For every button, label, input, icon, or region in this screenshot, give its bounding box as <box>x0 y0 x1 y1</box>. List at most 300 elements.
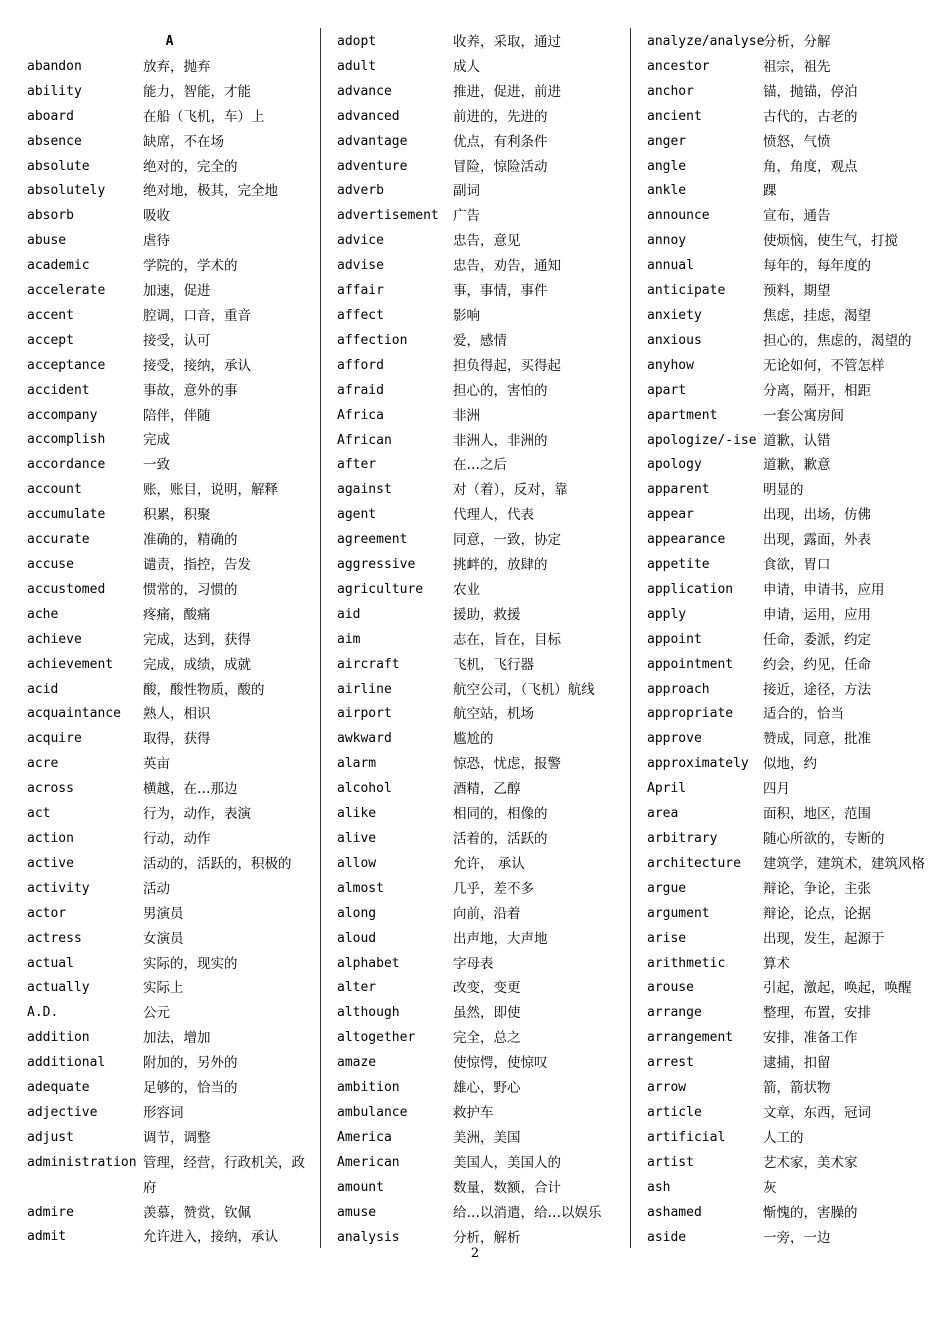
vocab-entry <box>337 1051 637 1076</box>
vocab-definition: 引起，激起，唤起，唤醒 <box>763 980 912 997</box>
vocab-word: achieve <box>27 631 82 647</box>
vocab-word: adverb <box>337 183 384 199</box>
vocab-definition: 雄心，野心 <box>453 1080 521 1097</box>
vocab-word: account <box>27 482 82 498</box>
vocab-word: appear <box>647 507 694 523</box>
vocab-entry <box>27 1076 327 1101</box>
vocab-definition: 相同的，相像的 <box>453 806 548 823</box>
vocab-definition: 加速，促进 <box>143 283 211 300</box>
vocab-entry <box>27 1151 327 1201</box>
vocab-entry <box>337 204 637 229</box>
vocab-entry <box>27 478 327 503</box>
vocab-entry <box>27 304 327 329</box>
vocab-definition: 分离，隔开，相距 <box>763 382 871 399</box>
vocab-definition: 完成，成绩，成就 <box>143 656 251 673</box>
vocab-entry <box>337 279 637 304</box>
vocab-word: apartment <box>647 407 718 423</box>
vocab-entry <box>647 553 947 578</box>
vocab-definition: 食欲，胃口 <box>763 557 831 574</box>
vocab-word: apart <box>647 382 687 398</box>
vocab-entry <box>647 952 947 977</box>
vocab-entry <box>337 1001 637 1026</box>
vocab-definition: 形容词 <box>143 1104 184 1121</box>
vocab-entry <box>337 354 637 379</box>
vocab-entry <box>27 578 327 603</box>
vocab-entry <box>27 229 327 254</box>
vocab-word: accelerate <box>27 283 106 299</box>
vocab-definition: 锚，抛锚，停泊 <box>763 83 858 100</box>
vocab-word: academic <box>27 258 90 274</box>
vocab-word: altogether <box>337 1030 416 1046</box>
vocab-definition: 活着的，活跃的 <box>453 831 548 847</box>
vocab-definition: 成人 <box>453 58 480 75</box>
vocab-word: accuse <box>27 557 74 573</box>
vocab-entry <box>647 1151 947 1176</box>
vocab-definition: 每年的，每年度的 <box>763 258 871 275</box>
vocab-definition: 惊恐，忧虑，报警 <box>453 756 561 773</box>
vocab-definition: 英亩 <box>143 756 170 773</box>
vocab-word: artist <box>647 1154 694 1170</box>
vocab-entry <box>647 254 947 279</box>
vocab-entry <box>647 354 947 379</box>
vocab-entry <box>27 952 327 977</box>
vocab-word: alarm <box>337 756 377 772</box>
vocab-column-1 <box>27 30 327 1250</box>
vocab-definition: 附加的，另外的 <box>143 1055 238 1072</box>
vocab-entry <box>337 329 637 354</box>
vocab-word: America <box>337 1129 392 1145</box>
vocab-entry <box>27 927 327 952</box>
vocab-word: afford <box>337 357 384 373</box>
vocab-definition: 出现，出场，仿佛 <box>763 507 871 524</box>
vocab-definition: 实际的，现实的 <box>143 955 238 972</box>
vocab-entry <box>337 404 637 429</box>
vocab-entry <box>337 1126 637 1151</box>
vocab-definition: 道歉，歉意 <box>763 457 831 474</box>
vocab-entry <box>337 379 637 404</box>
vocab-entry <box>337 55 637 80</box>
vocab-definition: 横越，在…那边 <box>143 781 238 798</box>
vocab-word: ache <box>27 606 59 622</box>
vocab-entry <box>647 1001 947 1026</box>
vocab-definition: 积累，积聚 <box>143 507 211 524</box>
vocab-definition: 古代的，古老的 <box>763 108 858 125</box>
vocab-definition: 放弃，抛弃 <box>143 58 211 75</box>
vocab-definition: 给…以消遣，给…以娱乐 <box>453 1204 602 1221</box>
vocab-word: aloud <box>337 930 377 946</box>
vocab-definition: 一致 <box>143 457 170 474</box>
vocab-word: American <box>337 1154 400 1170</box>
vocab-definition: 担负得起，买得起 <box>453 357 561 374</box>
vocab-word: action <box>27 830 74 846</box>
vocab-definition: 虽然，即使 <box>453 1005 521 1022</box>
vocab-word: African <box>337 432 392 448</box>
vocab-entry <box>27 653 327 678</box>
vocab-word: ambulance <box>337 1104 408 1120</box>
vocab-definition: 分析，分解 <box>763 34 831 50</box>
vocab-entry <box>647 528 947 553</box>
vocab-word: annual <box>647 258 694 274</box>
vocab-entry <box>27 1051 327 1076</box>
vocab-word: appetite <box>647 557 710 573</box>
vocab-definition: 惯常的，习惯的 <box>143 581 238 598</box>
vocab-definition: 出现，露面，外表 <box>763 532 871 549</box>
vocab-definition: 接受，认可 <box>143 332 211 349</box>
vocab-entry <box>337 553 637 578</box>
vocab-word: anger <box>647 133 687 149</box>
vocab-definition: 在…之后 <box>453 457 507 474</box>
vocab-definition: 算术 <box>763 955 790 972</box>
vocab-word: actress <box>27 930 82 946</box>
vocab-word: along <box>337 905 377 921</box>
vocab-definition: 几乎，差不多 <box>453 880 534 897</box>
vocab-entry <box>27 204 327 229</box>
vocab-entry <box>27 702 327 727</box>
vocab-definition: 忠告，劝告，通知 <box>453 258 561 275</box>
vocab-definition: 允许， 承认 <box>453 855 525 872</box>
vocab-word: alcohol <box>337 781 392 797</box>
vocab-word: anxious <box>647 332 702 348</box>
vocab-entry <box>27 130 327 155</box>
vocab-entry <box>27 553 327 578</box>
vocab-entry <box>647 404 947 429</box>
page-number: 2 <box>470 1246 480 1261</box>
vocab-definition: 申请，申请书，应用 <box>763 581 885 598</box>
vocab-definition: 允许进入，接纳，承认 <box>143 1229 278 1246</box>
vocab-entry <box>647 30 947 55</box>
vocab-word: adult <box>337 58 377 74</box>
vocab-word: ashamed <box>647 1204 702 1220</box>
vocab-word: airline <box>337 681 392 697</box>
vocab-entry <box>647 379 947 404</box>
vocab-entry <box>27 279 327 304</box>
vocab-definition: 担心的，焦虑的，渴望的 <box>763 332 912 349</box>
vocab-definition: 人工的 <box>763 1129 804 1146</box>
vocab-word: approach <box>647 681 710 697</box>
vocab-word: alter <box>337 980 377 996</box>
vocab-entry <box>647 1126 947 1151</box>
vocab-definition: 志在，旨在，目标 <box>453 631 561 648</box>
vocab-word: arise <box>647 930 687 946</box>
vocab-entry <box>337 130 637 155</box>
vocab-word: adjust <box>27 1129 74 1145</box>
vocab-entry <box>647 702 947 727</box>
vocab-word: adventure <box>337 158 408 174</box>
vocab-word: ash <box>647 1179 671 1195</box>
vocab-word: alphabet <box>337 955 400 971</box>
vocab-definition: 整理，布置，安排 <box>763 1005 871 1022</box>
vocab-word: apparent <box>647 482 710 498</box>
vocab-entry <box>337 902 637 927</box>
vocab-word: administration <box>27 1154 137 1170</box>
vocab-word: after <box>337 457 377 473</box>
vocab-definition: 熟人，相识 <box>143 706 211 723</box>
vocab-entry <box>647 678 947 703</box>
vocab-definition: 绝对地，极其，完全地 <box>143 183 278 200</box>
vocab-entry <box>337 1151 637 1176</box>
vocab-entry <box>27 404 327 429</box>
vocab-definition: 愤怒，气愤 <box>763 133 831 150</box>
vocab-entry <box>647 927 947 952</box>
vocab-definition: 推进，促进，前进 <box>453 83 561 100</box>
vocab-word: affect <box>337 307 384 323</box>
vocab-word: architecture <box>647 855 741 871</box>
vocab-word: accent <box>27 307 74 323</box>
vocab-entry <box>647 1051 947 1076</box>
vocab-definition: 宣布，通告 <box>763 208 831 225</box>
vocab-definition: 数量，数额，合计 <box>453 1179 561 1196</box>
vocab-entry <box>337 927 637 952</box>
vocab-entry <box>337 976 637 1001</box>
vocab-entry <box>337 1026 637 1051</box>
vocab-definition: 腔调，口音，重音 <box>143 307 251 324</box>
vocab-entry <box>27 379 327 404</box>
vocab-definition: 羡慕，赞赏，钦佩 <box>143 1204 251 1221</box>
vocab-definition: 飞机，飞行器 <box>453 656 534 673</box>
vocab-entry <box>27 1001 327 1026</box>
vocab-definition: 踝 <box>763 183 777 200</box>
vocab-entry <box>27 777 327 802</box>
vocab-definition: 美国人，美国人的 <box>453 1154 561 1171</box>
vocab-word: actually <box>27 980 90 996</box>
vocab-definition: 航空站，机场 <box>453 706 534 723</box>
vocab-word: approximately <box>647 756 749 772</box>
vocab-word: apology <box>647 457 702 473</box>
vocab-entry <box>647 1076 947 1101</box>
vocab-definition: 优点，有利条件 <box>453 133 548 150</box>
vocab-definition: 祖宗，祖先 <box>763 58 831 75</box>
vocab-entry <box>647 80 947 105</box>
vocab-entry <box>337 254 637 279</box>
vocab-entry <box>647 578 947 603</box>
vocab-word: aircraft <box>337 656 400 672</box>
vocab-entry <box>647 752 947 777</box>
vocab-word: advance <box>337 83 392 99</box>
vocab-entry <box>27 628 327 653</box>
vocab-word: amuse <box>337 1204 377 1220</box>
vocab-word: additional <box>27 1055 106 1071</box>
vocab-definition: 辩论，论点，论据 <box>763 905 871 922</box>
vocab-entry <box>27 105 327 130</box>
vocab-definition: 适合的，恰当 <box>763 706 844 723</box>
vocab-word: April <box>647 781 687 797</box>
vocab-word: anchor <box>647 83 694 99</box>
vocab-definition: 忠告，意见 <box>453 233 521 250</box>
vocab-entry <box>337 678 637 703</box>
vocab-definition: 担心的，害怕的 <box>453 382 548 399</box>
vocab-word: anticipate <box>647 283 726 299</box>
vocab-entry <box>337 528 637 553</box>
vocab-entry <box>27 329 327 354</box>
vocab-definition: 绝对的，完全的 <box>143 158 238 175</box>
vocab-word: adjective <box>27 1104 98 1120</box>
vocab-entry <box>647 777 947 802</box>
vocab-word: analysis <box>337 1229 400 1245</box>
vocab-definition: 使惊愕，使惊叹 <box>453 1055 548 1072</box>
vocab-definition: 约会，约见，任命 <box>763 656 871 673</box>
vocab-word: absence <box>27 133 82 149</box>
vocab-word: advise <box>337 258 384 274</box>
vocab-definition: 同意，一致，协定 <box>453 532 561 549</box>
vocab-word: activity <box>27 880 90 896</box>
vocab-word: article <box>647 1104 702 1120</box>
vocab-word: arrange <box>647 1005 702 1021</box>
vocab-definition: 无论如何，不管怎样 <box>763 357 885 374</box>
vocab-definition: 辩论，争论，主张 <box>763 880 871 897</box>
vocab-word: arouse <box>647 980 694 996</box>
vocab-definition: 实际上 <box>143 980 184 997</box>
vocab-entry <box>337 603 637 628</box>
vocab-entry <box>647 130 947 155</box>
vocab-entry <box>27 155 327 180</box>
vocab-definition: 改变，变更 <box>453 980 521 997</box>
vocab-definition: 陪伴，伴随 <box>143 407 211 424</box>
vocab-word: advantage <box>337 133 408 149</box>
vocab-entry <box>647 877 947 902</box>
vocab-entry <box>337 702 637 727</box>
vocab-entry <box>647 1176 947 1201</box>
vocab-entry <box>647 1201 947 1226</box>
vocab-word: artificial <box>647 1129 726 1145</box>
vocab-word: ability <box>27 83 82 99</box>
vocab-entry <box>337 578 637 603</box>
vocab-word: analyze/analyse <box>647 34 765 49</box>
vocab-word: advice <box>337 233 384 249</box>
vocab-entry <box>337 827 637 852</box>
vocab-definition: 学院的，学术的 <box>143 258 238 275</box>
vocab-word: application <box>647 581 734 597</box>
vocab-word: aid <box>337 606 361 622</box>
vocab-definition: 一旁，一边 <box>763 1229 831 1246</box>
vocab-entry <box>27 453 327 478</box>
vocab-definition: 安排，准备工作 <box>763 1030 858 1047</box>
vocab-word: appoint <box>647 631 702 647</box>
vocab-word: almost <box>337 880 384 896</box>
vocab-entry <box>337 653 637 678</box>
vocab-word: amaze <box>337 1055 377 1071</box>
vocab-definition: 吸收 <box>143 208 170 225</box>
vocab-definition: 冒险，惊险活动 <box>453 158 548 175</box>
vocab-entry <box>337 628 637 653</box>
vocab-word: allow <box>337 855 377 871</box>
vocab-entry <box>647 429 947 454</box>
vocab-entry <box>337 1076 637 1101</box>
vocab-entry <box>647 727 947 752</box>
vocab-word: alike <box>337 806 377 822</box>
vocab-word: anyhow <box>647 357 694 373</box>
vocab-entry <box>337 429 637 454</box>
vocab-definition: 文章，东西，冠词 <box>763 1104 871 1121</box>
vocab-word: appearance <box>647 532 726 548</box>
vocab-entry <box>647 279 947 304</box>
vocab-word: admire <box>27 1204 74 1220</box>
vocab-word: accompany <box>27 407 98 423</box>
vocab-definition: 农业 <box>453 581 480 598</box>
vocab-definition: 调节，调整 <box>143 1129 211 1146</box>
vocab-entry <box>337 179 637 204</box>
vocab-word: agent <box>337 507 377 523</box>
vocab-entry <box>27 727 327 752</box>
vocab-word: aboard <box>27 108 74 124</box>
vocab-entry <box>27 802 327 827</box>
vocab-word: agriculture <box>337 581 424 597</box>
vocab-word: aside <box>647 1229 687 1245</box>
vocab-entry <box>647 179 947 204</box>
vocab-word: accumulate <box>27 507 106 523</box>
vocab-entry <box>27 1126 327 1151</box>
vocab-word: achievement <box>27 656 114 672</box>
vocab-entry <box>647 453 947 478</box>
vocab-word: awkward <box>337 731 392 747</box>
vocab-definition: 面积，地区，范围 <box>763 806 871 823</box>
vocab-word: abandon <box>27 58 82 74</box>
vocab-word: arrangement <box>647 1030 734 1046</box>
vocab-definition: 活动的，活跃的，积极的 <box>143 855 292 872</box>
vocab-definition: 在船（飞机，车）上 <box>143 108 265 125</box>
vocab-entry <box>27 603 327 628</box>
vocab-word: apply <box>647 606 687 622</box>
vocab-word: appropriate <box>647 706 734 722</box>
section-heading: A <box>165 34 174 49</box>
vocab-entry <box>647 329 947 354</box>
vocab-entry <box>27 254 327 279</box>
vocab-entry <box>647 1101 947 1126</box>
vocab-definition: 使烦恼，使生气，打搅 <box>763 233 898 250</box>
vocab-entry <box>337 1101 637 1126</box>
vocab-word: arithmetic <box>647 955 726 971</box>
vocab-entry <box>647 105 947 130</box>
vocab-word: apologize/-ise <box>647 432 757 448</box>
vocab-entry <box>337 877 637 902</box>
vocab-word: agreement <box>337 532 408 548</box>
vocab-word: acre <box>27 756 59 772</box>
vocab-entry <box>337 155 637 180</box>
vocab-entry <box>27 877 327 902</box>
vocab-definition: 事，事情，事件 <box>453 283 548 300</box>
vocab-word: absorb <box>27 208 74 224</box>
vocab-word: accomplish <box>27 432 106 448</box>
vocab-entry <box>27 678 327 703</box>
vocab-word: acquaintance <box>27 706 121 722</box>
vocab-definition: 角，角度，观点 <box>763 158 858 175</box>
vocab-definition: 公元 <box>143 1005 170 1022</box>
vocab-definition: 完成 <box>143 432 170 449</box>
vocab-definition: 能力，智能，才能 <box>143 83 251 100</box>
vocab-column-2 <box>337 30 637 1250</box>
vocab-word: amount <box>337 1179 384 1195</box>
vocab-definition: 前进的，先进的 <box>453 108 548 125</box>
vocab-word: ambition <box>337 1080 400 1096</box>
vocab-definition: 明显的 <box>763 482 804 499</box>
vocab-definition: 援助，救援 <box>453 606 521 623</box>
vocab-word: ankle <box>647 183 687 199</box>
vocab-definition: 爱，感情 <box>453 332 507 349</box>
vocab-entry <box>647 628 947 653</box>
vocab-definition: 建筑学，建筑术，建筑风格 <box>763 855 925 872</box>
vocab-definition: 出现，发生，起源于 <box>763 930 885 947</box>
vocab-entry <box>647 653 947 678</box>
vocab-definition: 艺术家，美术家 <box>763 1154 858 1171</box>
vocab-definition: 对（着），反对，靠 <box>453 482 568 499</box>
vocab-word: announce <box>647 208 710 224</box>
vocab-word: absolutely <box>27 183 106 199</box>
vocab-word: aggressive <box>337 557 416 573</box>
vocab-definition: 救护车 <box>453 1104 494 1121</box>
vocab-definition: 任命，委派，约定 <box>763 631 871 648</box>
vocab-word: act <box>27 806 51 822</box>
vocab-entry <box>647 304 947 329</box>
vocab-word: anxiety <box>647 307 702 323</box>
